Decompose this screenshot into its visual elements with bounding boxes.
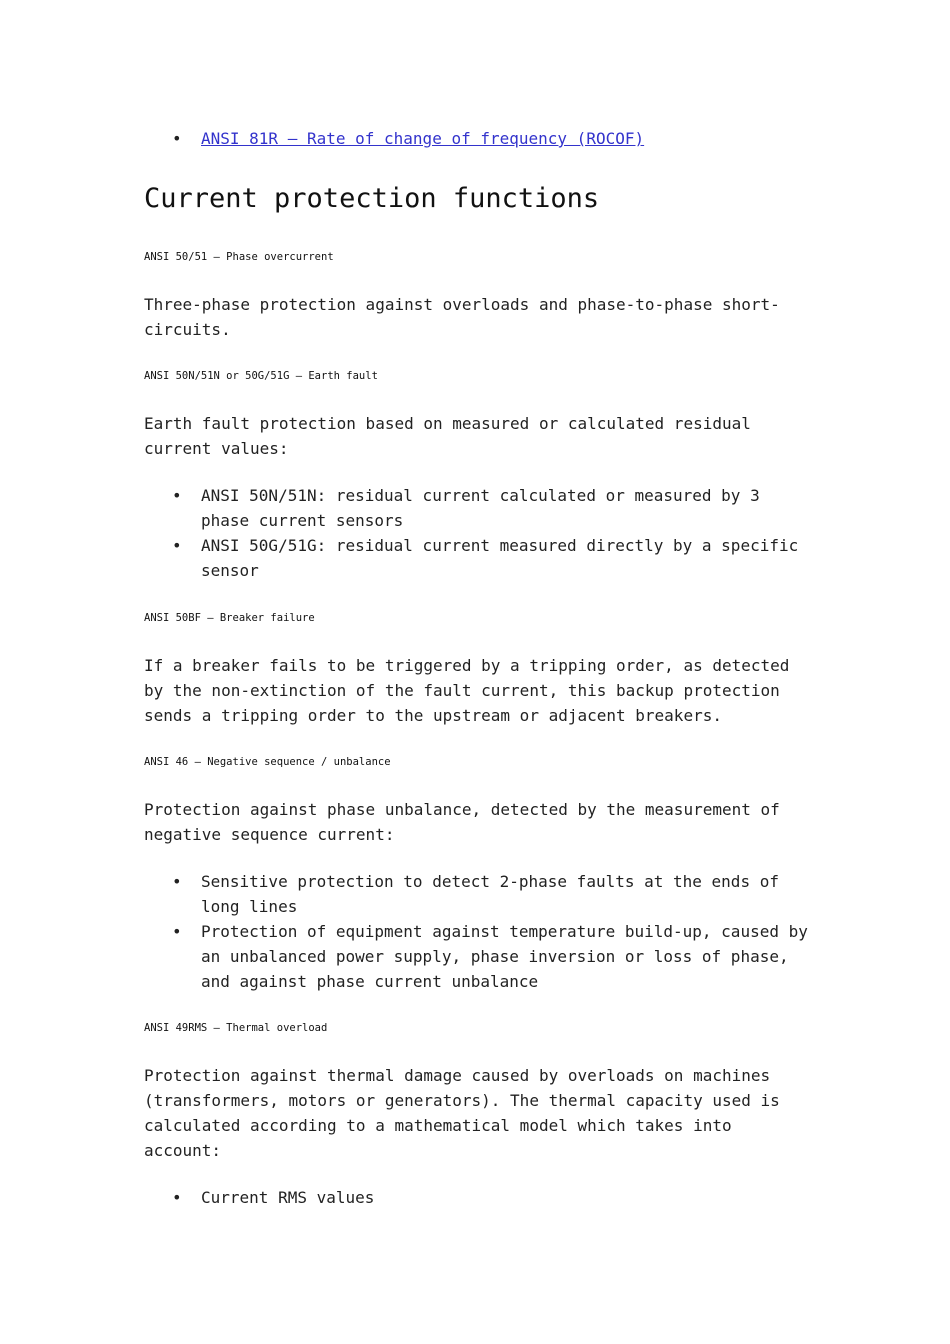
list-item	[144, 126, 644, 151]
subheading-earth-fault: ANSI 50N/51N or 50G/51G – Earth fault	[144, 370, 378, 382]
list-item	[144, 483, 814, 533]
list-item-text: Protection of equipment against temperature build-up, caused by an unbalanced power supply, phase inversion or loss of phase, and against phase current unbalance	[201, 922, 808, 991]
list-item-text: ANSI 50G/51G: residual current measured directly by a specific sensor	[201, 536, 799, 580]
bullet-icon: •	[172, 536, 182, 555]
subheading-breaker-failure: ANSI 50BF – Breaker failure	[144, 612, 315, 624]
paragraph-thermal-overload: Protection against thermal damage caused by overloads on machines (transformers, motors or generators). The thermal capacity used is calculated according to a mathematical model which takes into account:	[144, 1066, 780, 1160]
section-title: Current protection functions	[144, 183, 600, 214]
top-bullet-list	[144, 126, 644, 151]
thermal-overload-list	[144, 1185, 814, 1210]
bullet-icon: •	[172, 872, 182, 891]
rocof-link[interactable]: ANSI 81R – Rate of change of frequency (ROCOF)	[201, 129, 645, 148]
list-item-text: ANSI 50N/51N: residual current calculated or measured by 3 phase current sensors	[201, 486, 760, 530]
bullet-icon: •	[172, 486, 182, 505]
list-item	[144, 869, 814, 919]
bullet-icon: •	[172, 129, 182, 148]
list-item	[144, 919, 814, 994]
list-item	[144, 1185, 814, 1210]
paragraph-negative-sequence: Protection against phase unbalance, detected by the measurement of negative sequence current:	[144, 800, 780, 844]
subheading-negative-sequence: ANSI 46 – Negative sequence / unbalance	[144, 756, 391, 768]
paragraph-earth-fault: Earth fault protection based on measured or calculated residual current values:	[144, 414, 751, 458]
subheading-thermal-overload: ANSI 49RMS – Thermal overload	[144, 1022, 328, 1034]
earth-fault-list	[144, 483, 814, 583]
paragraph-breaker-failure: If a breaker fails to be triggered by a tripping order, as detected by the non-extinction of the fault current, this backup protection sends a tripping order to the upstream or adjacent breakers.	[144, 656, 790, 725]
list-item-text: Current RMS values	[201, 1188, 375, 1207]
list-item-text: Sensitive protection to detect 2-phase faults at the ends of long lines	[201, 872, 779, 916]
bullet-icon: •	[172, 922, 182, 941]
subheading-phase-overcurrent: ANSI 50/51 – Phase overcurrent	[144, 251, 334, 263]
list-item	[144, 533, 814, 583]
negative-sequence-list	[144, 869, 814, 994]
paragraph-phase-overcurrent: Three-phase protection against overloads and phase-to-phase short-circuits.	[144, 295, 780, 339]
bullet-icon: •	[172, 1188, 182, 1207]
